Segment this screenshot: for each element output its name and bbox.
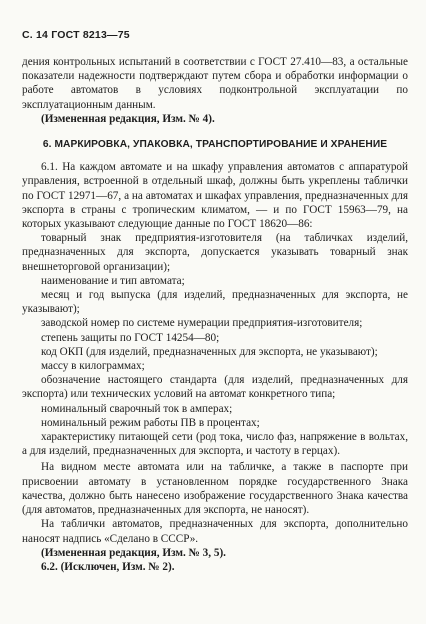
amendment-note: (Измененная редакция, Изм. № 3, 5). xyxy=(41,546,226,559)
quality-mark-paragraph: На видном месте автомата или на табличке, а также в паспорте при присвоении автомату в установленном порядке государственного Знака качества, должно быть нанесено изображение государственного Знака качества (для автоматов, предназначенных для экспорта, не наносят). xyxy=(22,461,408,517)
page-header: С. 14 ГОСТ 8213—75 xyxy=(22,29,130,41)
intro-paragraph: дения контрольных испытаний в соответствии с ГОСТ 27.410—83, а остальные показатели надежности подтверждают путем сбора и обработки информации о работе автоматов в условиях подконтрольной эксплуатации по эксплуатационным данным. xyxy=(22,56,408,111)
list-item: заводской номер по системе нумерации предприятия-изготовителя; xyxy=(41,317,363,330)
clause-6-2: 6.2. (Исключен, Изм. № 2). xyxy=(41,560,175,573)
list-item: номинальный сварочный ток в амперах; xyxy=(41,402,233,415)
intro-amendment-note: (Измененная редакция, Изм. № 4). xyxy=(41,112,215,125)
list-item: код ОКП (для изделий, предназначенных для экспорта, не указывают); xyxy=(41,345,378,358)
section-title: 6. МАРКИРОВКА, УПАКОВКА, ТРАНСПОРТИРОВАНИЕ И ХРАНЕНИЕ xyxy=(42,139,388,151)
list-item: номинальный режим работы ПВ в процентах; xyxy=(41,416,260,429)
list-item: характеристику питающей сети (род тока, число фаз, напряжение в вольтах, а для изделий, предназначенных для экспорта, и частоту в герцах). xyxy=(22,431,408,458)
clause-6-1: 6.1. На каждом автомате и на шкафу управления автоматов с аппаратурой управления, встроенной в отдельный шкаф, должны быть укреплены таблички по ГОСТ 12971—67, а на автоматах и шкафах управления, предназначенных для экспорта в страны с тропическим климатом, — и по ГОСТ 15963—79, на которых указывают следующие данные по ГОСТ 18620—86: xyxy=(22,161,408,231)
list-item: месяц и год выпуска (для изделий, предназначенных для экспорта, не указывают); xyxy=(22,289,408,316)
list-item: обозначение настоящего стандарта (для изделий, предназначенных для экспорта) или технических условий на автомат конкретного типа; xyxy=(22,374,408,401)
list-item: степень защиты по ГОСТ 14254—80; xyxy=(41,331,220,344)
export-inscription-paragraph: На таблички автоматов, предназначенных для экспорта, дополнительно наносят надпись «Сделано в СССР». xyxy=(22,518,408,545)
list-item: наименование и тип автомата; xyxy=(41,274,185,287)
list-item: массу в килограммах; xyxy=(41,360,145,373)
list-item: товарный знак предприятия-изготовителя (на табличках изделий, предназначенных для экспорта, допускается указывать товарный знак внешнеторговой организации); xyxy=(22,232,408,273)
document-body xyxy=(22,55,408,574)
